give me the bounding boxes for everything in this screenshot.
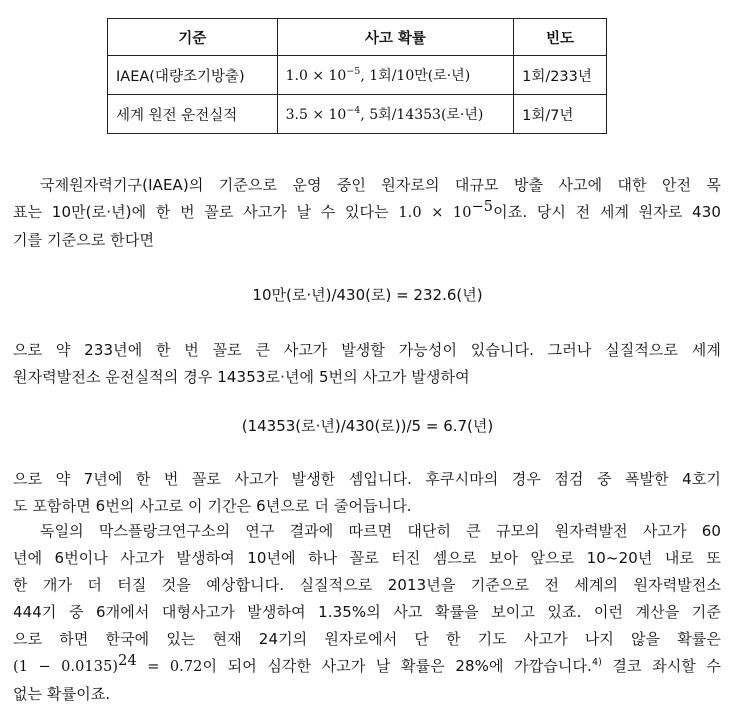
text-line: 444기 중 6개에서 대형사고가 발생하여 1.35%의 사고 확률을 보이고 있죠. 이런 계산을 기준 [13,603,721,621]
accident-probability-table [107,18,607,134]
frequency-cell: 1회/7년 [514,95,607,134]
probability-rate: , 1회/10만(로·년) [360,68,471,84]
text-line: 도 포함하면 6번의 사고로 이 기간은 6년으로 더 줄어듭니다. [13,497,412,515]
header-criterion: 기준 [108,19,278,56]
math-exponent: 24 [118,653,137,669]
table-row [108,95,607,134]
equation-iaea-period: 10만(로·년)/430(로) = 232.6(년) [252,286,483,304]
probability-cell [277,56,513,95]
text-line [13,199,721,227]
text-line: 으로 하면 한국에 있는 현재 24기의 원자로에서 단 한 기도 사고가 나지 않을 확률은 [13,630,721,648]
text-line: 독일의 막스플랑크연구소의 연구 결과에 따르면 대단히 큰 규모의 원자력발전 사고가 60 [40,522,721,540]
probability-exponent: −4 [346,105,361,116]
table-row [108,56,607,95]
probability-mantissa: 1.0 × 10 [285,68,347,84]
header-probability: 사고 확률 [277,19,513,56]
text-line: 기를 기준으로 한다면 [13,231,155,249]
probability-rate: , 5회/14353(로·년) [360,107,484,123]
math-expression: 1.0 × 10 [398,205,472,221]
footnote-reference: 4) [591,657,602,668]
math-result: = 0.72 [136,659,203,675]
text-line: 으로 약 7년에 한 번 꼴로 사고가 발생한 셈입니다. 후쿠시마의 경우 점검 중 폭발한 4호기 [13,470,721,488]
table-header-row [108,19,607,56]
header-frequency: 빈도 [514,19,607,56]
criterion-cell: IAEA(대량조기방출) [108,56,278,95]
math-exponent: −5 [471,199,494,215]
probability-mantissa: 3.5 × 10 [285,107,347,123]
frequency-cell: 1회/233년 [514,56,607,95]
text-run: 이죠. 당시 전 세계 원자로 430 [493,203,721,221]
equation-actual-period: (14353(로·년)/430(로))/5 = 6.7(년) [241,417,494,435]
text-run: 결코 좌시할 수 [601,657,722,675]
text-line: 원자력발전소 운전실적의 경우 14353로·년에 5번의 사고가 발생하여 [13,368,470,386]
text-line: 국제원자력기구(IAEA)의 기준으로 운영 중인 원자로의 대규모 방출 사고에 대한 안전 목 [40,176,721,194]
text-line [13,653,721,681]
text-run: 이 되어 심각한 사고가 날 확률은 28%에 가깝습니다. [202,657,592,675]
criterion-cell: 세계 원전 운전실적 [108,95,278,134]
text-line: 없는 확률이죠. [13,685,111,703]
probability-cell [277,95,513,134]
text-line: 으로 약 233년에 한 번 꼴로 큰 사고가 발생할 가능성이 있습니다. 그러나 실질적으로 세계 [13,341,721,359]
text-line: 년에 6번이나 사고가 발생하여 10년에 하나 꼴로 터진 셈으로 보아 앞으로 10~20년 내로 또 [13,549,721,567]
text-line: 한 개가 더 터질 것을 예상합니다. 실질적으로 2013년을 기준으로 전 세계의 원자력발전소 [13,576,721,594]
paragraph-iaea-standard [13,172,721,254]
paragraph-fukushima [13,466,721,520]
probability-exponent: −5 [346,66,361,77]
text-run: 표는 10만(로·년)에 한 번 꼴로 사고가 날 수 있다는 [13,203,399,221]
paragraph-max-planck [13,518,721,708]
paragraph-actual-record [13,337,721,391]
math-expression: (1 − 0.0135) [13,659,119,675]
